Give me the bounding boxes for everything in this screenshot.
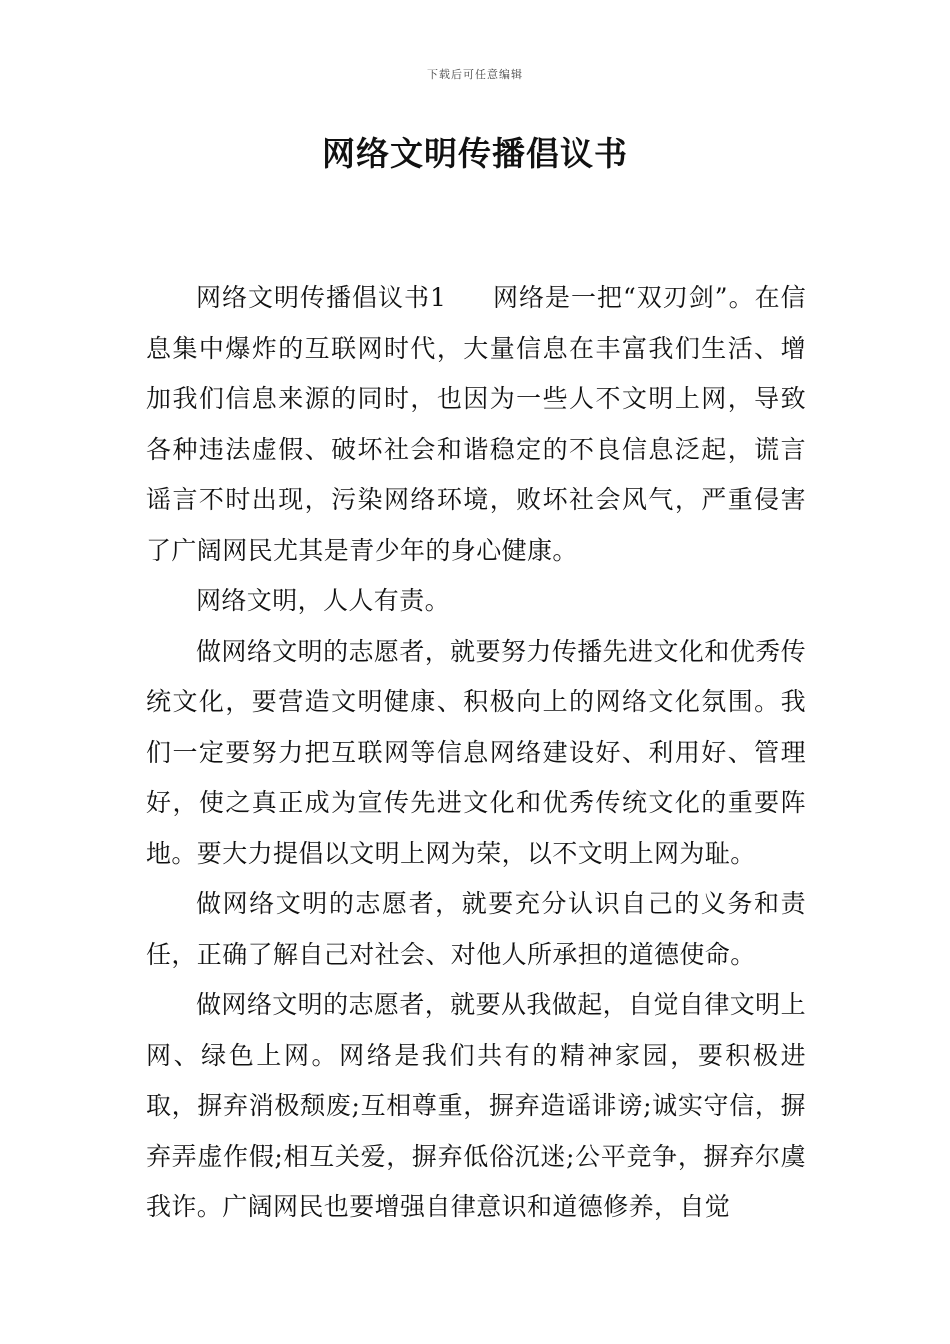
header-note: 下载后可任意编辑 [427, 68, 523, 81]
page-title: 网络文明传播倡议书 [322, 134, 628, 173]
paragraph-text: 网络是一把“双刃剑”。在信息集中爆炸的互联网时代，大量信息在丰富我们生活、增加我们信息来源的同时，也因为一些人不文明上网，导致各种违法虚假、破坏社会和谐稳定的不良信息泛起，谎言谣言不时出现，污染网络环境，败坏社会风气，严重侵害了广阔网民尤其是青少年的身心健康。 [146, 283, 806, 565]
paragraph-lead: 网络文明传播倡议书1 [196, 283, 447, 312]
paragraph-5: 做网络文明的志愿者，就要从我做起，自觉自律文明上网、绿色上网。网络是我们共有的精神家园，要积极进取，摒弃消极颓废;互相尊重，摒弃造谣诽谤;诚实守信，摒弃弄虚作假;相互关爱，摒弃低俗沉迷;公平竞争，摒弃尔虞我诈。广阔网民也要增强自律意识和道德修养，自觉 [146, 990, 806, 1221]
paragraph-4: 做网络文明的志愿者，就要充分认识自己的义务和责任，正确了解自己对社会、对他人所承担的道德使命。 [146, 889, 806, 969]
paragraph-2: 网络文明，人人有责。 [196, 586, 451, 615]
document-body [146, 273, 806, 1233]
paragraph-1 [146, 273, 806, 576]
paragraph-3: 做网络文明的志愿者，就要努力传播先进文化和优秀传统文化，要营造文明健康、积极向上的网络文化氛围。我们一定要努力把互联网等信息网络建设好、利用好、管理好，使之真正成为宣传先进文化和优秀传统文化的重要阵地。要大力提倡以文明上网为荣，以不文明上网为耻。 [146, 636, 806, 868]
